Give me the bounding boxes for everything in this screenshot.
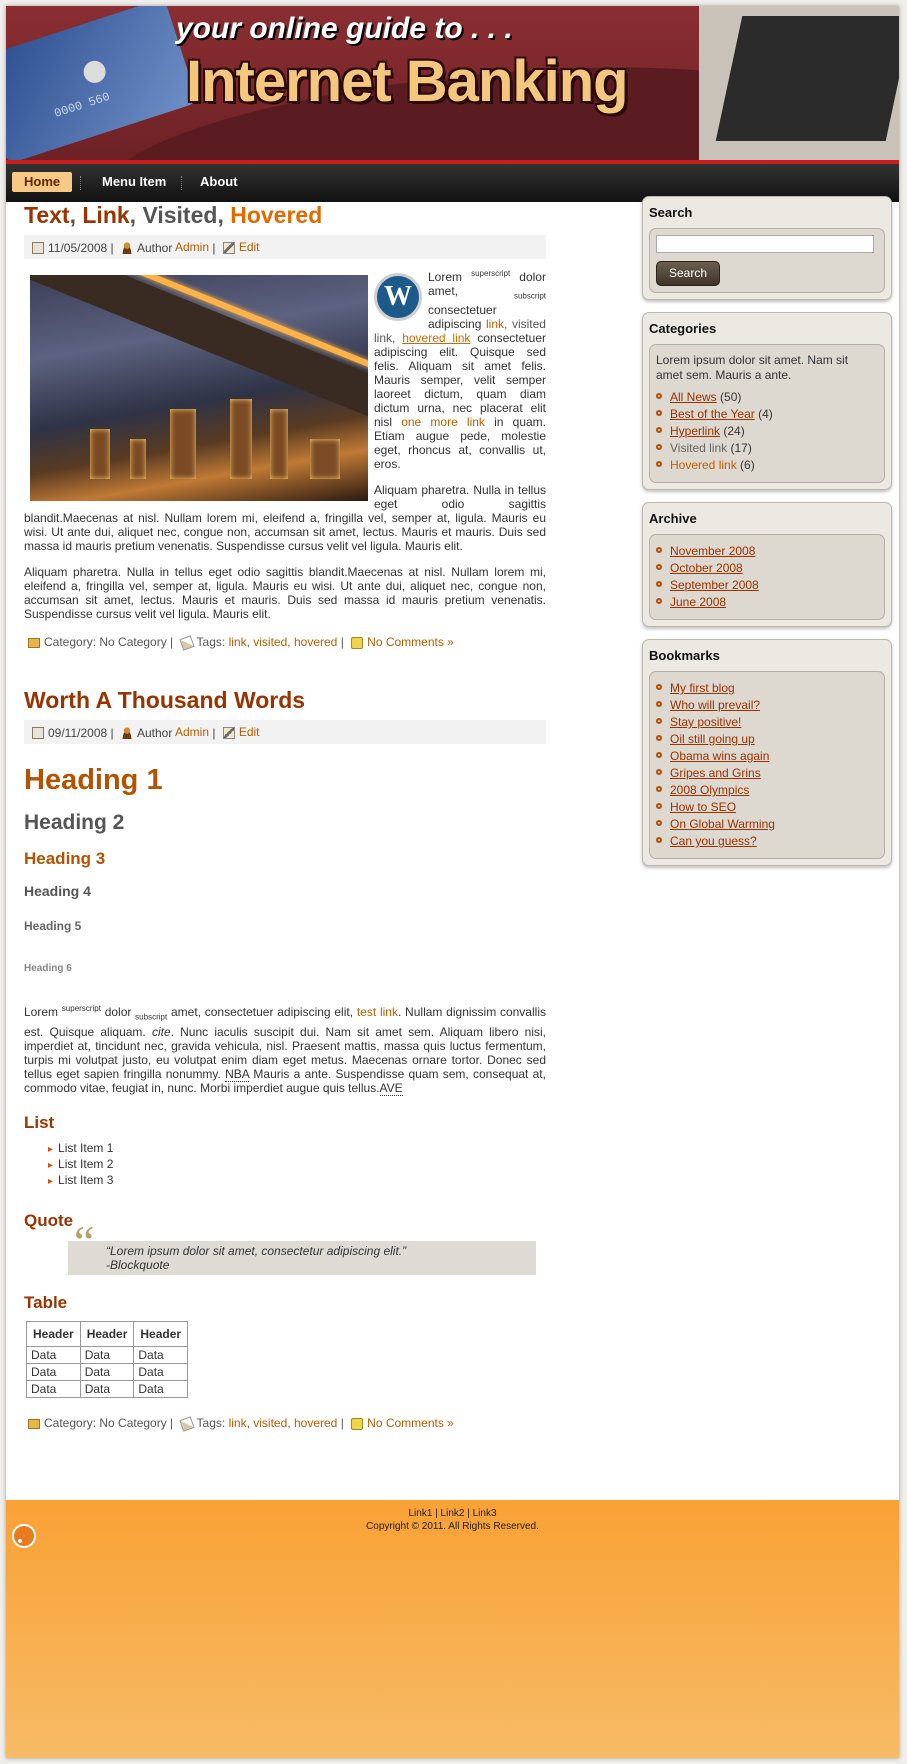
heading-4: Heading 4 — [24, 883, 91, 900]
site-title[interactable]: Internet Banking — [186, 49, 628, 114]
title-link[interactable]: Link — [82, 202, 130, 228]
bookmarks-widget: Bookmarks My first blog Who will prevail? Stay positive! Oil still going up Obama wins again Gripes and Grins 2008 Olympics How to SEO On Global Warming Can you guess? — [642, 639, 892, 866]
author-link[interactable]: Admin — [175, 240, 210, 254]
list-item — [656, 731, 878, 748]
categories-widget: Categories Lorem ipsum dolor sit amet. Nam sit amet sem. Mauris a ante. All News (50) Best of the Year (4) Hyperlink (24) Visited link (17) Hovered link (6) — [642, 312, 892, 490]
archive-link[interactable]: June 2008 — [670, 595, 727, 609]
heading-6: Heading 6 — [24, 963, 72, 975]
list-item — [656, 560, 878, 577]
calendar-icon — [32, 242, 44, 254]
comment-icon — [351, 637, 363, 649]
list-item: Hyperlink (24) — [656, 423, 878, 440]
heading-5: Heading 5 — [24, 919, 82, 934]
table-header: Header — [80, 1321, 134, 1346]
heading-1: Heading 1 — [24, 764, 163, 797]
table-heading: Table — [24, 1292, 68, 1312]
post-meta: 11/05/2008 | Author Admin | Edit — [24, 235, 546, 259]
inline-hovered-link[interactable]: hovered link — [402, 331, 471, 346]
list-item — [656, 748, 878, 765]
rss-icon[interactable] — [12, 1524, 36, 1548]
author-icon — [121, 242, 133, 254]
page — [6, 6, 899, 1758]
bridge-photo — [30, 275, 368, 501]
comment-icon — [351, 1418, 363, 1430]
table-row: Data Data Data — [27, 1346, 188, 1363]
search-button[interactable]: Search — [656, 261, 720, 286]
category-link[interactable]: All News — [670, 390, 717, 404]
archive-widget: Archive November 2008 October 2008 September 2008 June 2008 — [642, 502, 892, 627]
post-date: 09/11/2008 | — [48, 726, 114, 741]
calendar-icon — [32, 727, 44, 739]
list-item — [656, 697, 878, 714]
post-body: W Lorem $^{superscript}$ dolor amet, $_{subscript}$ consectetuer adipiscing link, visited link, hovered link consectetuer adipiscing elit. Quisque sed felis. Aliquam sit amet felis. Mauris semper, velit semper laoreet dictum, quam diam dictum urna, nec placerat elit nisl one more link in quam. Etiam augue pede, molestie eget, rhoncus at, convallis ut, eros. Aliquam pharetra. Nulla in tellus eget odio sagittis blandit.Maecenas at nisl. Nullam lorem mi, eleifend a, fringilla vel, semper at, ligula. Mauris eu wisi. Ut ante dui, aliquet nec, congue non, accumsan sit amet, lectus. Mauris et mauris. Duis sed massa id mauris pretium venenatis. Suspendisse cursus velit vel ligula. Mauris elit. Aliquam pharetra. Nulla in tellus eget odio sagittis blandit.Maecenas at nisl. Nullam lorem mi, eleifend a, fringilla vel, semper at, ligula. Mauris eu wisi. Ut ante dui, aliquet nec, congue non, accumsan sit amet, lectus. Mauris et mauris. Duis sed massa id mauris pretium venenatis. Suspendisse cursus velit vel ligula. Mauris elit. — [24, 267, 546, 621]
list-item — [656, 577, 878, 594]
list-item: ▸ List Item 3 — [48, 1173, 546, 1189]
credit-card-image: 0000 560 — [6, 6, 198, 164]
list-heading: List — [24, 1112, 55, 1132]
list-item — [656, 594, 878, 611]
sidebar — [642, 196, 892, 878]
table-row: Data Data Data — [27, 1363, 188, 1380]
category-link[interactable]: Hyperlink — [670, 424, 721, 438]
post — [24, 687, 546, 1431]
category-link[interactable]: Visited link — [670, 441, 728, 455]
comments-link[interactable]: No Comments » — [367, 635, 454, 650]
edit-link[interactable]: Edit — [238, 725, 260, 740]
tag-link[interactable]: visited — [253, 635, 288, 650]
bookmark-link[interactable]: Oil still going up — [670, 732, 755, 746]
bookmark-link[interactable]: Can you guess? — [670, 834, 757, 848]
list-item: Visited link (17) — [656, 440, 878, 457]
list-item — [656, 833, 878, 850]
bookmark-link[interactable]: Obama wins again — [670, 749, 770, 763]
edit-icon — [223, 727, 235, 739]
folder-icon — [28, 1419, 40, 1429]
tag-icon — [179, 1416, 194, 1431]
post-title: Text, Link, Visited, Hovered — [24, 202, 323, 228]
post-footer-meta: Category: No Category | Tags: link, visited, hovered | No Comments » — [24, 633, 546, 651]
bookmark-link[interactable]: Who will prevail? — [670, 698, 761, 712]
inline-visited-link[interactable]: visited link, — [374, 317, 546, 346]
laptop-image — [699, 6, 899, 164]
post-footer-meta: Category: No Category | Tags: link, visited, hovered | No Comments » — [24, 1414, 546, 1432]
quote-mark-icon: “ — [74, 1215, 95, 1267]
site-tagline: your online guide to . . . — [176, 12, 513, 45]
footer-links: Link1 | Link2 | Link3 — [408, 1508, 497, 1519]
list-item — [656, 543, 878, 560]
tag-link[interactable]: hovered — [293, 1415, 338, 1430]
post-body: Lorem $^{superscript}$ dolor $_{subscript}$ amet, consectetuer adipiscing elit, test link. Nullam dignissim convallis est. Quisque aliquam. cite. Nunc iaculis suscipit dui. Nam sit amet sem. Aliquam libero nisi, imperdiet at, tincidunt nec, gravida vehicula, nisl. Praesent mattis, massa quis luctus fermentum, turpis mi volutpat justo, eu volutpat enim diam eget metus. Maecenas ornare tortor. Donec sed tellus eget sapien fringilla nonummy. NBA Mauris a ante. Suspendisse quam sem, consequat at, commodo vitae, feugiat in, nunc. Morbi imperdiet augue quis tellus.AVE — [24, 1004, 546, 1095]
category-link[interactable]: Hovered link — [670, 458, 737, 472]
bookmark-link[interactable]: My first blog — [670, 681, 735, 695]
blockquote: “ “Lorem ipsum dolor sit amet, consectetur adipiscing elit.” -Blockquote — [68, 1241, 536, 1275]
archive-link[interactable]: September 2008 — [670, 578, 759, 592]
post-meta: 09/11/2008 | Author Admin | Edit — [24, 720, 546, 744]
post-title[interactable]: Worth A Thousand Words — [24, 687, 306, 714]
footer-link[interactable]: Link2 — [440, 1508, 465, 1519]
list-item: All News (50) — [656, 389, 878, 406]
edit-icon — [223, 242, 235, 254]
list-item — [656, 799, 878, 816]
test-link[interactable]: test link — [356, 1005, 398, 1020]
tag-link[interactable]: visited — [253, 1415, 288, 1430]
title-visited-link[interactable]: Visited — [142, 202, 218, 228]
tag-link[interactable]: link — [228, 1415, 247, 1430]
list-item — [656, 680, 878, 697]
category-link[interactable]: Best of the Year — [670, 407, 755, 421]
tag-link[interactable]: link — [228, 635, 247, 650]
list-item: Hovered link (6) — [656, 457, 878, 474]
list-item: ▸ List Item 1 — [48, 1141, 546, 1157]
folder-icon — [28, 638, 40, 648]
footer-link[interactable]: Link3 — [472, 1508, 497, 1519]
archive-link[interactable]: October 2008 — [670, 561, 743, 575]
search-input[interactable] — [656, 235, 874, 253]
quote-heading: Quote — [24, 1210, 74, 1230]
inline-link[interactable]: link, — [486, 317, 508, 332]
data-table — [26, 1321, 188, 1398]
edit-link[interactable]: Edit — [238, 240, 260, 254]
list-item: Best of the Year (4) — [656, 406, 878, 423]
post-date: 11/05/2008 | — [48, 240, 114, 255]
bookmark-link[interactable]: Stay positive! — [670, 715, 742, 729]
main-content — [24, 202, 546, 1432]
list-item — [656, 782, 878, 799]
table-header: Header — [134, 1321, 188, 1346]
author-link[interactable]: Admin — [175, 725, 210, 740]
nav-menu-item[interactable]: Menu Item — [102, 174, 167, 189]
heading-3: Heading 3 — [24, 849, 106, 869]
abbr: AVE — [379, 1080, 403, 1095]
table-header: Header — [27, 1321, 81, 1346]
copyright: Copyright © 2011. All Rights Reserved. — [366, 1521, 539, 1532]
bookmark-link[interactable]: On Global Warming — [670, 817, 775, 831]
one-more-link[interactable]: one more link — [401, 415, 485, 430]
table-row: Data Data Data — [27, 1380, 188, 1397]
list-item: ▸ List Item 2 — [48, 1157, 546, 1173]
site-header — [6, 6, 899, 164]
list-item — [656, 816, 878, 833]
archive-link[interactable]: November 2008 — [670, 544, 756, 558]
bookmark-link[interactable]: Gripes and Grins — [670, 766, 761, 780]
list-item — [656, 765, 878, 782]
wordpress-logo-icon: W — [374, 273, 422, 321]
tag-link[interactable]: hovered — [293, 635, 338, 650]
heading-2: Heading 2 — [24, 811, 125, 835]
comments-link[interactable]: No Comments » — [367, 1415, 454, 1430]
search-widget: Search Search — [642, 196, 892, 300]
footer-link[interactable]: Link1 — [408, 1508, 433, 1519]
nav-home[interactable]: Home — [12, 172, 72, 192]
bookmark-link[interactable]: 2008 Olympics — [670, 783, 750, 797]
abbr: NBA — [225, 1066, 250, 1081]
title-hovered-link[interactable]: Hovered — [230, 202, 323, 228]
nav-about[interactable]: About — [200, 174, 238, 189]
tag-icon — [179, 636, 194, 651]
post — [24, 202, 546, 651]
author-icon — [121, 727, 133, 739]
list-item — [656, 714, 878, 731]
bullet-list — [24, 1141, 546, 1189]
bookmark-link[interactable]: How to SEO — [670, 800, 737, 814]
site-footer — [6, 1500, 899, 1758]
